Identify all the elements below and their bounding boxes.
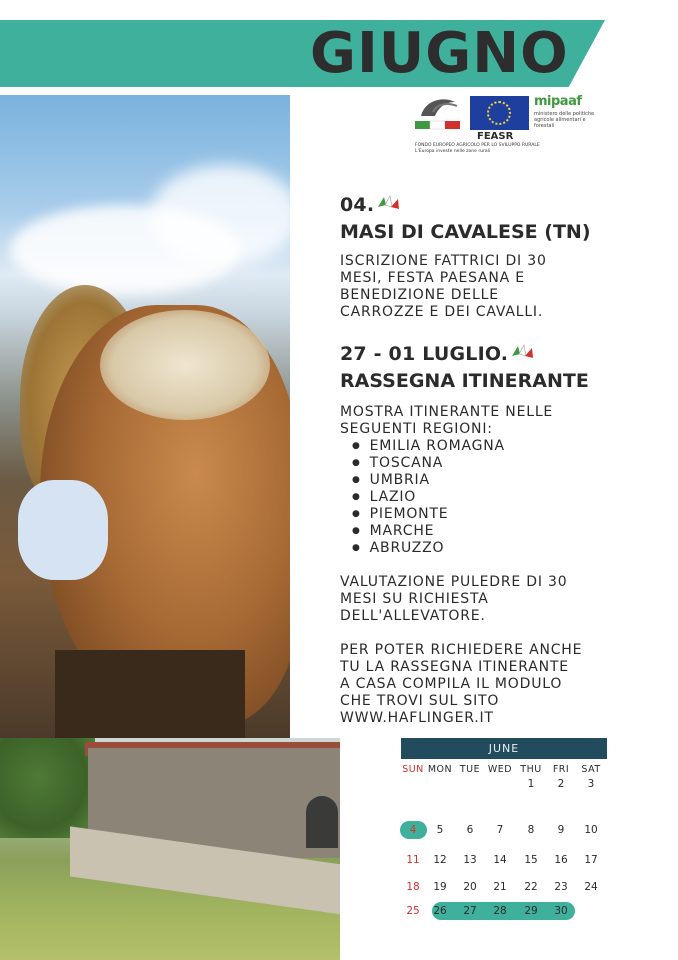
calendar-day[interactable]: 21	[493, 881, 507, 893]
list-item: ● ABRUZZO	[352, 540, 589, 557]
calendar-day[interactable]: 27	[463, 905, 477, 917]
mipaaf-logo: mipaaf ministero delle politiche agricole alimentari e forestali	[534, 94, 595, 129]
event-date: 04.	[340, 193, 591, 216]
list-item: ● UMBRIA	[352, 472, 589, 489]
weekday-tue: TUE	[459, 764, 481, 775]
request-paragraph: PER POTER RICHIEDERE ANCHE TU LA RASSEGNA ITINERANTE A CASA COMPILA IL MODULO CHE TROVI SUL SITO WWW.HAFLINGER.IT	[340, 642, 589, 727]
website-link[interactable]: WWW.HAFLINGER.IT	[340, 710, 494, 726]
eu-flag-icon	[470, 96, 529, 130]
event-title: MASI DI CAVALESE (TN)	[340, 221, 591, 243]
calendar-day[interactable]: 20	[463, 881, 477, 893]
evaluation-paragraph: VALUTAZIONE PULEDRE DI 30 MESI SU RICHIESTA DELL'ALLEVATORE.	[340, 574, 568, 624]
calendar-day[interactable]: 2	[557, 778, 565, 790]
event-1	[340, 193, 591, 321]
calendar-day[interactable]: 26	[433, 905, 447, 917]
calendar-day[interactable]: 24	[584, 881, 598, 893]
calendar-grid	[401, 759, 607, 939]
italian-flag-icon	[376, 193, 402, 213]
calendar-day[interactable]: 9	[557, 824, 565, 836]
calendar-day[interactable]: 30	[554, 905, 568, 917]
weekday-thu: THU	[520, 764, 542, 775]
calendar-day[interactable]: 22	[524, 881, 538, 893]
weekday-sun: SUN	[402, 764, 424, 775]
weekday-wed: WED	[487, 764, 513, 775]
calendar-day[interactable]: 17	[584, 854, 598, 866]
list-item: ● LAZIO	[352, 489, 589, 506]
calendar-day[interactable]: 13	[463, 854, 477, 866]
event-description: ISCRIZIONE FATTRICI DI 30 MESI, FESTA PAESANA E BENEDIZIONE DELLE CARROZZE E DEI CAVALLI.	[340, 253, 547, 320]
calendar-day[interactable]: 29	[524, 905, 538, 917]
calendar-day[interactable]: 14	[493, 854, 507, 866]
page-title: GIUGNO	[310, 21, 569, 86]
list-item: ● TOSCANA	[352, 455, 589, 472]
event-intro: MOSTRA ITINERANTE NELLE SEGUENTI REGIONI:	[340, 404, 554, 437]
calendar-month: JUNE	[401, 738, 607, 759]
weekday-sat: SAT	[581, 764, 601, 775]
calendar-day[interactable]: 12	[433, 854, 447, 866]
event-title: RASSEGNA ITINERANTE	[340, 370, 589, 392]
equinova-logo-icon	[413, 94, 463, 132]
weekday-fri: FRI	[552, 764, 570, 775]
photo-farmhouse-riders	[0, 738, 340, 960]
event-date: 27 - 01 LUGLIO.	[340, 342, 589, 365]
calendar-day[interactable]: 5	[436, 824, 444, 836]
list-item: ● MARCHE	[352, 523, 589, 540]
italian-flag-icon	[510, 342, 536, 362]
calendar-day[interactable]: 4	[409, 824, 417, 836]
feasr-caption: FONDO EUROPEO AGRICOLO PER LO SVILUPPO RURALE L'Europa investe nelle zone rurali	[415, 143, 540, 154]
calendar-day[interactable]: 25	[406, 905, 420, 917]
calendar-day[interactable]: 6	[466, 824, 474, 836]
region-list	[352, 438, 589, 557]
calendar	[401, 738, 607, 939]
calendar-day[interactable]: 3	[587, 778, 595, 790]
sponsor-logos	[413, 94, 598, 156]
calendar-day[interactable]: 11	[406, 854, 420, 866]
list-item: ● PIEMONTE	[352, 506, 589, 523]
calendar-day[interactable]: 18	[406, 881, 420, 893]
calendar-day[interactable]: 7	[496, 824, 504, 836]
calendar-day[interactable]: 15	[524, 854, 538, 866]
calendar-day[interactable]: 28	[493, 905, 507, 917]
calendar-day[interactable]: 10	[584, 824, 598, 836]
calendar-day[interactable]: 8	[527, 824, 535, 836]
calendar-day[interactable]: 1	[527, 778, 535, 790]
list-item: ● EMILIA ROMAGNA	[352, 438, 589, 455]
calendar-day[interactable]: 19	[433, 881, 447, 893]
event-2	[340, 342, 589, 727]
weekday-mon: MON	[427, 764, 453, 775]
calendar-day[interactable]: 23	[554, 881, 568, 893]
photo-girl-with-horse	[0, 95, 290, 738]
calendar-day[interactable]: 16	[554, 854, 568, 866]
feasr-label: FEASR	[477, 131, 514, 142]
